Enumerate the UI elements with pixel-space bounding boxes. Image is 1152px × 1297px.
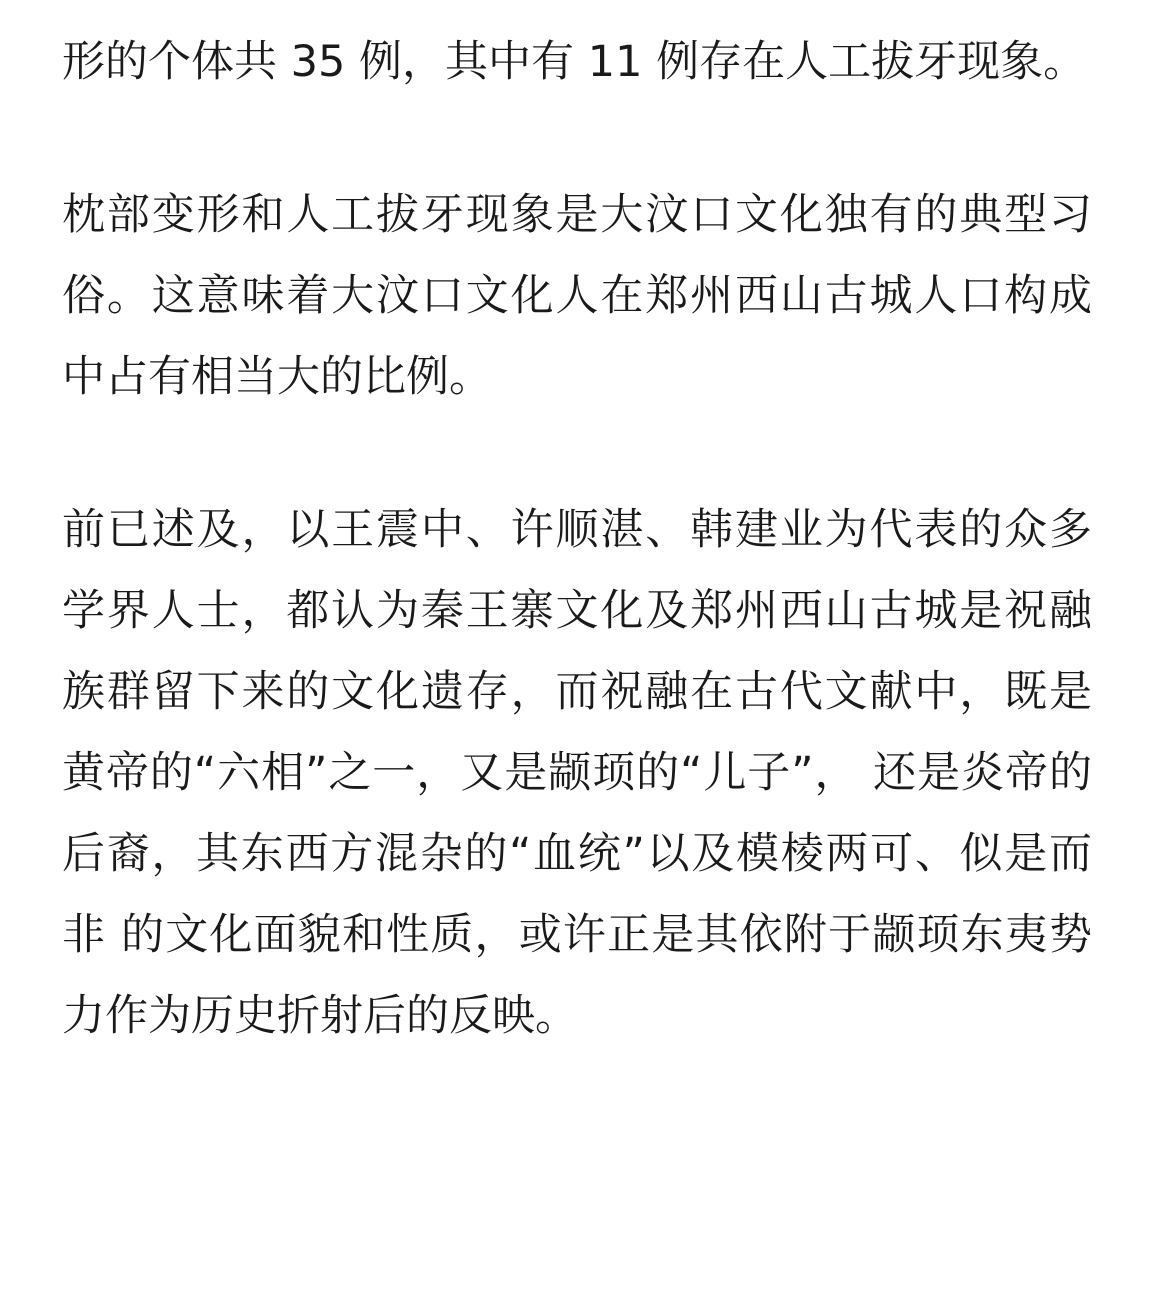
paragraph-3: 前已述及，以王震中、许顺湛、韩建业为代表的众多学界人士，都认为秦王寨文化及郑州西山古城是祝融族群留下来的文化遗存，而祝融在古代文献中，既是黄帝的“六相”之一，又是颛顼的“儿子”， 还是炎帝的后裔，其东西方混杂的“血统”以及模棱两可、似是而非 的文化面貌和性质，或许正是其依附于颛顼东夷势力作为历史折射后的反映。 bbox=[62, 505, 1092, 1041]
paragraph-1: 形的个体共 35 例，其中有 11 例存在人工拔牙现象。 bbox=[62, 37, 1087, 87]
paragraph-2: 枕部变形和人工拔牙现象是大汶口文化独有的典型习俗。这意味着大汶口文化人在郑州西山古城人口构成中占有相当大的比例。 bbox=[62, 190, 1092, 402]
article-body bbox=[62, 22, 1092, 1057]
